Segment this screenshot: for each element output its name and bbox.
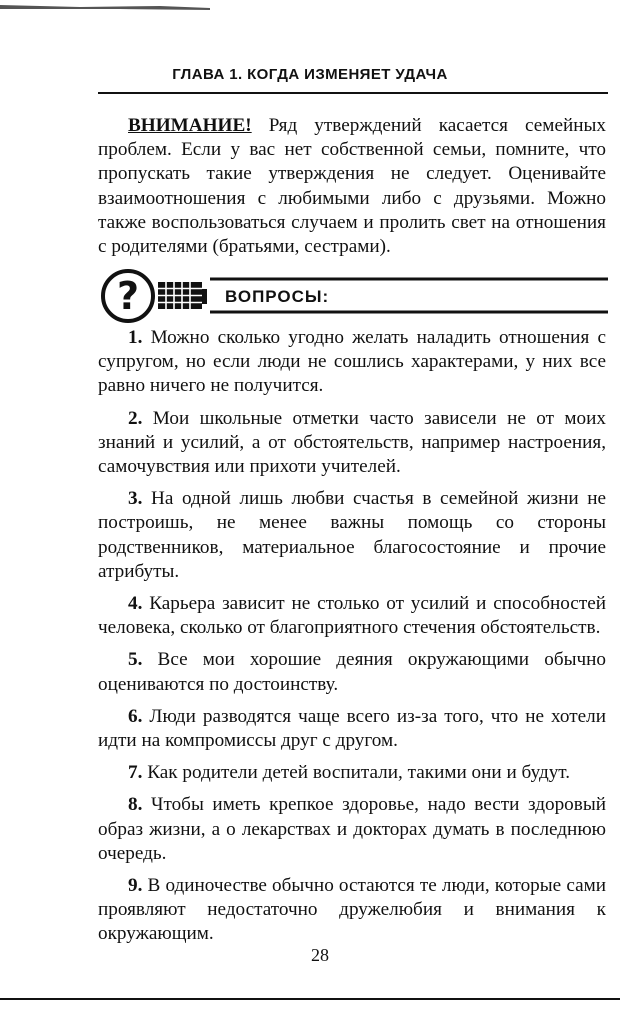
question-text: На одной лишь любви счастья в семейной жизни не построишь, не менее важны помощь со стороны родственников, материальное благосостояние и прочие атрибуты. [98, 488, 606, 582]
question-number: 2. [128, 407, 143, 429]
question-item [98, 761, 606, 785]
question-number: 6. [128, 705, 143, 727]
question-number: 1. [128, 327, 143, 348]
question-item [98, 874, 606, 947]
question-text: Как родители детей воспитали, такими они и будут. [142, 762, 571, 784]
warning-paragraph [98, 114, 606, 259]
scan-edge-mark [0, 3, 620, 13]
question-item [98, 648, 606, 696]
question-number: 7. [128, 762, 143, 784]
question-item [98, 705, 606, 753]
question-item [98, 407, 606, 480]
question-text: Можно сколько угодно желать наладить отношения с супругом, но если люди не сошлись характерами, у них все равно ничего не получится. [98, 327, 606, 397]
question-item [98, 326, 606, 399]
question-text: Все мои хорошие деяния окружающими обычно оцениваются по достоинству. [98, 649, 606, 695]
question-item [98, 793, 606, 866]
page-number: 28 [311, 945, 329, 965]
question-mark-icon [103, 271, 153, 321]
question-number: 8. [128, 794, 143, 816]
question-item [98, 592, 606, 640]
question-number: 5. [128, 649, 143, 671]
question-glyph: ? [116, 274, 140, 318]
running-head: ГЛАВА 1. КОГДА ИЗМЕНЯЕТ УДАЧА [172, 66, 448, 83]
question-text: Люди разводятся чаще всего из-за того, что не хотели идти на компромиссы друг с другом. [98, 705, 606, 752]
question-number: 4. [128, 593, 143, 615]
question-number: 3. [128, 488, 143, 510]
question-text: Чтобы иметь крепкое здоровье, надо вести здоровый образ жизни, а о лекарствах и докторах думать в последнюю очередь. [98, 794, 606, 864]
questions-list [98, 326, 606, 955]
question-text: Карьера зависит не столько от усилий и способностей человека, сколько от благоприятного стечения обстоятельств. [98, 593, 606, 639]
warning-label: ВНИМАНИЕ! [128, 115, 252, 136]
scan-edge-top [0, 0, 620, 10]
footer-rule [0, 998, 620, 1000]
question-number: 9. [128, 875, 143, 897]
grid-block-icon [158, 282, 207, 309]
question-text: В одиночестве обычно остаются те люди, которые сами проявляют недостаточно дружелюбия и внимания к окружающим. [98, 875, 606, 945]
question-item [98, 487, 606, 584]
warning-text: Ряд утверждений касается семейных проблем. Если у вас нет собственной семьи, помните, что пропускать такие утверждения не следует. Оценивайте взаимоотношения с любимыми либо с друзьями. Можно также воспользоваться случаем и пролить свет на отношения с родителями (братьями, сестрами). [98, 115, 606, 258]
question-text: Мои школьные отметки часто зависели не от моих знаний и усилий, а от обстоятельств, например настроения, самочувствия или прихоти учителей. [98, 407, 606, 478]
questions-title: ВОПРОСЫ: [225, 287, 330, 306]
header-rule [98, 92, 608, 94]
questions-emblem [98, 268, 608, 326]
questions-header [98, 268, 608, 326]
